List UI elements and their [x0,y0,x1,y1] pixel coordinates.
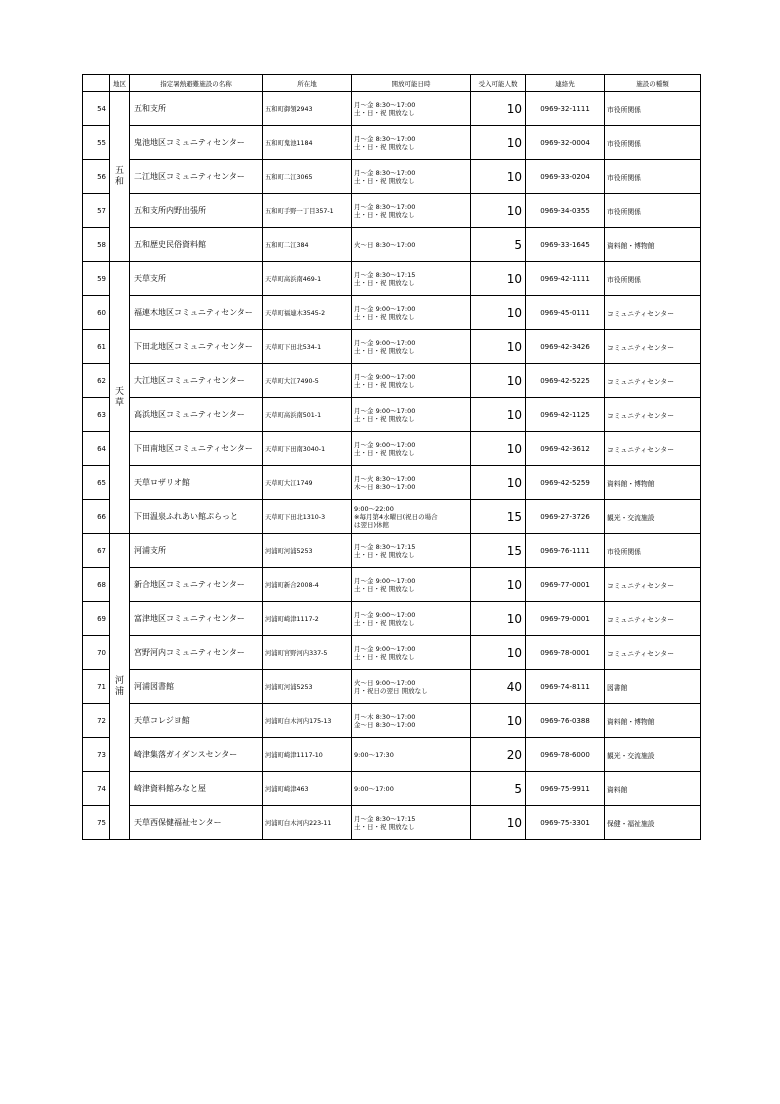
hours-line: 土・日・祝 開放なし [354,652,415,661]
facility-address: 河浦町新合2008-4 [263,568,352,602]
phone-number: 0969-27-3726 [526,500,605,534]
table-row [83,704,701,738]
table-row [83,126,701,160]
table-row [83,160,701,194]
facility-name: 河浦図書館 [130,670,263,704]
header-capacity: 受入可能人数 [471,75,526,92]
opening-hours [352,602,471,636]
row-number: 69 [83,602,110,636]
facility-name: 下田南地区コミュニティセンター [130,432,263,466]
facility-name: 新合地区コミュニティセンター [130,568,263,602]
opening-hours [352,806,471,840]
hours-line: 土・日・祝 開放なし [354,278,415,287]
facility-address: 河浦町宮野河内337-5 [263,636,352,670]
facility-address: 河浦町白木河内175-13 [263,704,352,738]
hours-line: 月～金 9:00～17:00 [354,304,416,313]
capacity: 10 [471,126,526,160]
row-number: 63 [83,398,110,432]
opening-hours [352,228,471,262]
hours-line: 土・日・祝 開放なし [354,108,415,117]
row-number: 54 [83,92,110,126]
opening-hours [352,330,471,364]
phone-number: 0969-76-1111 [526,534,605,568]
facility-name: 天草西保健福祉センター [130,806,263,840]
opening-hours [352,636,471,670]
facility-name: 天草コレジヨ館 [130,704,263,738]
facility-address: 天草町高浜南501-1 [263,398,352,432]
phone-number: 0969-79-0001 [526,602,605,636]
opening-hours [352,126,471,160]
phone-number: 0969-78-6000 [526,738,605,772]
table-row [83,398,701,432]
capacity: 10 [471,466,526,500]
hours-line: 9:00～22:00 [354,504,394,513]
facility-name: 下田温泉ふれあい館ぷらっと [130,500,263,534]
capacity: 10 [471,806,526,840]
capacity: 10 [471,262,526,296]
facility-type: コミュニティセンター [605,296,701,330]
phone-number: 0969-42-5225 [526,364,605,398]
opening-hours [352,704,471,738]
capacity: 20 [471,738,526,772]
facility-type: 観光・交流施設 [605,738,701,772]
facility-address: 天草町下田南3040-1 [263,432,352,466]
facility-address: 河浦町崎津463 [263,772,352,806]
facility-type: 図書館 [605,670,701,704]
row-number: 71 [83,670,110,704]
capacity: 10 [471,432,526,466]
hours-line: 月・祝日の翌日 開放なし [354,686,428,695]
facility-address: 天草町下田北1310-3 [263,500,352,534]
capacity: 10 [471,704,526,738]
hours-line: 土・日・祝 開放なし [354,414,415,423]
row-number: 72 [83,704,110,738]
facility-type: コミュニティセンター [605,364,701,398]
hours-line: 土・日・祝 開放なし [354,176,415,185]
facility-name: 鬼池地区コミュニティセンター [130,126,263,160]
facility-type: 観光・交流施設 [605,500,701,534]
hours-line: 月～金 8:30～17:15 [354,542,416,551]
facility-address: 天草町大江7490-5 [263,364,352,398]
region-name: 五 和 [114,165,124,187]
phone-number: 0969-74-8111 [526,670,605,704]
phone-number: 0969-32-0004 [526,126,605,160]
facility-name: 富津地区コミュニティセンター [130,602,263,636]
facility-name: 下田北地区コミュニティセンター [130,330,263,364]
capacity: 10 [471,602,526,636]
table-row [83,500,701,534]
table-row [83,534,701,568]
row-number: 67 [83,534,110,568]
facility-type: 市役所関係 [605,92,701,126]
row-number: 68 [83,568,110,602]
facility-name: 天草ロザリオ館 [130,466,263,500]
hours-line: 月～金 9:00～17:00 [354,576,416,585]
table-row [83,296,701,330]
hours-line: 月～金 8:30～17:00 [354,202,416,211]
hours-line: 火～日 8:30～17:00 [354,240,416,249]
phone-number: 0969-33-0204 [526,160,605,194]
hours-line: は翌日)休館 [354,520,390,529]
opening-hours [352,160,471,194]
opening-hours [352,194,471,228]
facility-type: 市役所関係 [605,534,701,568]
facility-type: 保健・福祉施設 [605,806,701,840]
region-cell [110,92,130,262]
facility-type: 市役所関係 [605,160,701,194]
phone-number: 0969-78-0001 [526,636,605,670]
facility-address: 五和町御領2943 [263,92,352,126]
capacity: 10 [471,160,526,194]
opening-hours [352,568,471,602]
capacity: 10 [471,92,526,126]
hours-line: 土・日・祝 開放なし [354,448,415,457]
phone-number: 0969-75-3301 [526,806,605,840]
facility-type: 資料館・博物館 [605,228,701,262]
facility-address: 天草町福連木3545-2 [263,296,352,330]
hours-line: 金～日 8:30～17:00 [354,720,416,729]
facility-type: コミュニティセンター [605,602,701,636]
region-name: 河 浦 [114,675,124,697]
hours-line: 月～金 8:30～17:15 [354,814,416,823]
hours-line: 土・日・祝 開放なし [354,210,415,219]
hours-line: 月～金 8:30～17:00 [354,100,416,109]
opening-hours [352,364,471,398]
header-hours: 開放可能日時 [352,75,471,92]
header-address: 所在地 [263,75,352,92]
opening-hours [352,670,471,704]
table-row [83,806,701,840]
facility-name: 崎津資料館みなと屋 [130,772,263,806]
capacity: 15 [471,534,526,568]
facility-address: 河浦町河浦5253 [263,670,352,704]
facility-type: 資料館・博物館 [605,466,701,500]
row-number: 66 [83,500,110,534]
table-row [83,602,701,636]
hours-line: 月～火 8:30～17:00 [354,474,416,483]
facility-address: 河浦町崎津1117-10 [263,738,352,772]
phone-number: 0969-42-1111 [526,262,605,296]
table-row [83,262,701,296]
table-row [83,194,701,228]
header-region: 地区 [110,75,130,92]
capacity: 5 [471,772,526,806]
facility-address: 河浦町崎津1117-2 [263,602,352,636]
header-contact: 連絡先 [526,75,605,92]
facility-type: コミュニティセンター [605,636,701,670]
hours-line: 土・日・祝 開放なし [354,346,415,355]
hours-line: 土・日・祝 開放なし [354,312,415,321]
hours-line: 火～日 9:00～17:00 [354,678,416,687]
opening-hours [352,772,471,806]
capacity: 10 [471,364,526,398]
opening-hours [352,398,471,432]
region-name: 天 草 [114,386,124,408]
facility-name: 高浜地区コミュニティセンター [130,398,263,432]
capacity: 10 [471,636,526,670]
row-number: 74 [83,772,110,806]
hours-line: 土・日・祝 開放なし [354,142,415,151]
facility-type: コミュニティセンター [605,568,701,602]
facility-type: コミュニティセンター [605,432,701,466]
table-row [83,432,701,466]
phone-number: 0969-42-5259 [526,466,605,500]
hours-line: 月～金 9:00～17:00 [354,644,416,653]
phone-number: 0969-45-0111 [526,296,605,330]
facility-name: 天草支所 [130,262,263,296]
row-number: 57 [83,194,110,228]
hours-line: 土・日・祝 開放なし [354,822,415,831]
phone-number: 0969-77-0001 [526,568,605,602]
facility-type: コミュニティセンター [605,330,701,364]
row-number: 62 [83,364,110,398]
hours-line: 月～金 9:00～17:00 [354,338,416,347]
hours-line: 土・日・祝 開放なし [354,618,415,627]
row-number: 64 [83,432,110,466]
hours-line: 土・日・祝 開放なし [354,380,415,389]
capacity: 5 [471,228,526,262]
phone-number: 0969-42-1125 [526,398,605,432]
facility-name: 五和支所 [130,92,263,126]
table-row [83,92,701,126]
table-row [83,738,701,772]
header-type: 施設の種類 [605,75,701,92]
phone-number: 0969-42-3426 [526,330,605,364]
phone-number: 0969-75-9911 [526,772,605,806]
opening-hours [352,432,471,466]
facility-address: 天草町大江1749 [263,466,352,500]
facility-type: 市役所関係 [605,262,701,296]
row-number: 70 [83,636,110,670]
table-row [83,228,701,262]
facility-address: 五和町二江384 [263,228,352,262]
facility-name: 大江地区コミュニティセンター [130,364,263,398]
header-name: 指定暑熱避難施設の名称 [130,75,263,92]
hours-line: 月～金 9:00～17:00 [354,610,416,619]
facility-name: 五和歴史民俗資料館 [130,228,263,262]
facility-address: 五和町二江3065 [263,160,352,194]
row-number: 58 [83,228,110,262]
phone-number: 0969-34-0355 [526,194,605,228]
table-row [83,568,701,602]
phone-number: 0969-32-1111 [526,92,605,126]
facility-name: 五和支所内野出張所 [130,194,263,228]
hours-line: 月～金 9:00～17:00 [354,440,416,449]
facility-name: 宮野河内コミュニティセンター [130,636,263,670]
hours-line: 9:00～17:00 [354,784,394,793]
capacity: 40 [471,670,526,704]
hours-line: 土・日・祝 開放なし [354,584,415,593]
capacity: 10 [471,568,526,602]
facility-name: 二江地区コミュニティセンター [130,160,263,194]
facility-type: 資料館・博物館 [605,704,701,738]
row-number: 55 [83,126,110,160]
header-row [83,75,701,92]
table-row [83,670,701,704]
facility-name: 崎津集落ガイダンスセンター [130,738,263,772]
row-number: 56 [83,160,110,194]
hours-line: 月～木 8:30～17:00 [354,712,416,721]
table-row [83,772,701,806]
hours-line: 月～金 8:30～17:00 [354,168,416,177]
facility-address: 天草町高浜南469-1 [263,262,352,296]
row-number: 75 [83,806,110,840]
capacity: 15 [471,500,526,534]
table-row [83,466,701,500]
capacity: 10 [471,330,526,364]
facility-address: 河浦町白木河内223-11 [263,806,352,840]
facility-type: コミュニティセンター [605,398,701,432]
hours-line: 月～金 9:00～17:00 [354,406,416,415]
region-cell [110,534,130,840]
table-row [83,330,701,364]
row-number: 61 [83,330,110,364]
opening-hours [352,92,471,126]
phone-number: 0969-42-3612 [526,432,605,466]
opening-hours [352,738,471,772]
phone-number: 0969-33-1645 [526,228,605,262]
hours-line: 土・日・祝 開放なし [354,550,415,559]
hours-line: 月～金 8:30～17:00 [354,134,416,143]
table-row [83,364,701,398]
row-number: 59 [83,262,110,296]
hours-line: 9:00～17:30 [354,750,394,759]
facility-address: 河浦町河浦5253 [263,534,352,568]
facility-name: 河浦支所 [130,534,263,568]
row-number: 65 [83,466,110,500]
opening-hours [352,466,471,500]
capacity: 10 [471,398,526,432]
hours-line: 木～日 8:30～17:00 [354,482,416,491]
facility-name: 福連木地区コミュニティセンター [130,296,263,330]
facility-address: 天草町下田北534-1 [263,330,352,364]
facility-address: 五和町鬼池1184 [263,126,352,160]
table-row [83,636,701,670]
opening-hours [352,534,471,568]
capacity: 10 [471,194,526,228]
capacity: 10 [471,296,526,330]
facility-address: 五和町手野一丁目357-1 [263,194,352,228]
opening-hours [352,296,471,330]
row-number: 73 [83,738,110,772]
row-number: 60 [83,296,110,330]
region-cell [110,262,130,534]
hours-line: 月～金 8:30～17:15 [354,270,416,279]
header-no [83,75,110,92]
hours-line: ※毎月第4水曜日(祝日の場合 [354,512,438,521]
facility-type: 市役所関係 [605,194,701,228]
shelter-table [82,74,701,840]
facility-type: 市役所関係 [605,126,701,160]
facility-type: 資料館 [605,772,701,806]
hours-line: 月～金 9:00～17:00 [354,372,416,381]
phone-number: 0969-76-0388 [526,704,605,738]
opening-hours [352,262,471,296]
opening-hours [352,500,471,534]
